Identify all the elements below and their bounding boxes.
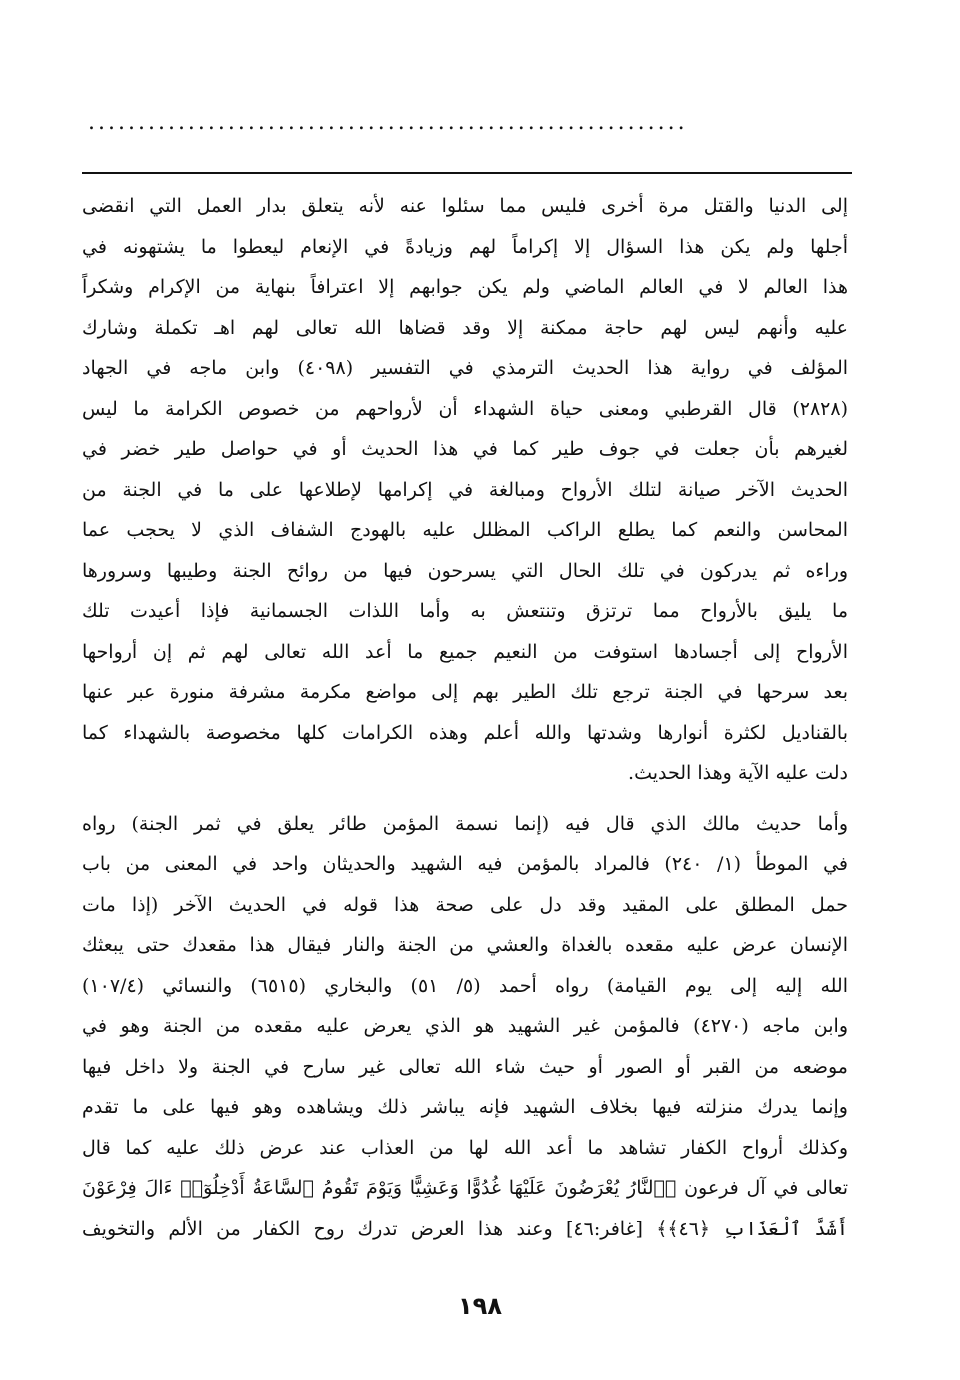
text-line: (٢٨٢٨) قال القرطبي ومعنى حياة الشهداء أن لأرواحهم من خصوص الكرامة ما ليس	[82, 397, 848, 420]
text-line: في الموطأ (١/ ٢٤٠) فالمراد بالمؤمن فيه الشهيد والحديثان واحد في المعنى من باب	[82, 853, 848, 875]
text-line: وكذلك أرواح الكفار تشاهد ما أعد الله لها من العذاب عند عرض ذلك عليه كما قال	[82, 1136, 848, 1159]
text-line: حمل المطلق على المقيد وقد دل على صحة هذا قوله في الحديث الآخر (إذا مات	[82, 893, 848, 916]
text-line: أجلها ولم يكن هذا السؤال إلا إكراماً لهم وزيادةً في الإنعام ليعطوا ما يشتهونه في	[82, 235, 848, 258]
paragraph	[82, 804, 848, 1250]
text-line: دلت عليه الآية وهذا الحديث.	[628, 762, 848, 784]
text-line: بعد سرحها في الجنة ترجع تلك الطير بهم إلى مواضع مكرمة مشرفة منورة عبر عنها	[82, 681, 848, 703]
text-line: هذا العالم لا في العالم الماضي ولم يكن جوابهم إلا اعترافاً بنهاية من الإكرام وشكراً	[82, 276, 848, 298]
text-line: الله إليه إلى يوم القيامة) رواه أحمد (٥/ ٥١) والبخاري (٦٥١٥) والنسائي (١٠٧/٤)	[82, 974, 848, 997]
text-line: عليه وأنهم ليس لهم حاجة ممكنة إلا وقد قضاها الله تعالى لهم اهـ تكملة وشارك	[82, 316, 848, 339]
dotted-separator: ............................................................	[88, 110, 688, 135]
text-line: المحاسن والنعم كما يطلع الراكب المظلل عليه بالهودج الشفاف الذي لا يحجب عما	[82, 519, 848, 541]
text-line: الأرواح إلى أجسادها استوفت من النعيم جميع ما أعد الله تعالى لهم ثم إن أرواحها	[82, 640, 848, 663]
text-line: الحديث الآخر صيانة لتلك الأرواح ومبالغة في إكرامها لإطلاعها على ما في الجنة من	[82, 478, 848, 501]
text-line: ما يليق بالأرواح مما ترتزق وتنتعش به وأما اللذات الجسمانية فإذا أعيدت تلك	[82, 600, 848, 622]
paragraph-gap	[82, 794, 848, 804]
text-line: وراءه ثم يدركون في تلك الحال التي يسرحون فيها من روائح الجنة وطيبها وسرورها	[82, 559, 848, 582]
quran-verse-line: تعالى في آل فرعون ﴿ٱلنَّارُ يُعْرَضُونَ عَلَيْهَا غُدُوًّا وَعَشِيًّا وَيَوْمَ تَقُومُ ٱلسَّاعَةُ أَدْخِلُوٓا۟ ءَالَ فِرْعَوْنَ	[82, 1177, 848, 1199]
page-number: ١٩٨	[458, 1292, 502, 1320]
text-line: المؤلف في رواية هذا الحديث الترمذي في التفسير (٤٠٩٨) وابن ماجه في الجهاد	[82, 357, 848, 379]
text-line: بالقناديل لكثرة أنوارها وشدتها والله أعلم وهذه الكرامات كلها مخصوصة بالشهداء كما	[82, 721, 848, 744]
header-rule	[82, 172, 852, 174]
text-line: لغيرهم بأن جعلت في جوف طير كما في هذا الحديث أو في حواصل طير خضر في	[82, 438, 848, 460]
text-line: موضعه من القبر أو الصور أو حيث شاء الله تعالى غير سارح في الجنة ولا داخل فيها	[82, 1055, 848, 1078]
paragraph	[82, 186, 848, 794]
page-body	[82, 186, 848, 1249]
text-line: وابن ماجه (٤٢٧٠) فالمؤمن غير الشهيد هو الذي يعرض عليه مقعده من الجنة وهو في	[82, 1015, 848, 1037]
text-line: الإنسان عرض عليه مقعده بالغداة والعشي من الجنة والنار فيقال هذا مقعدك حتى يبعثك	[82, 934, 848, 956]
text-line: إلى الدنيا والقتل مرة أخرى فليس مما سئلوا عنه لأنه يتعلق بدار العمل التي انقضى	[82, 195, 848, 217]
text-line: أَشَدَّ ٱلْعَذَابِ ﴿٤٦﴾﴾ [غافر:٤٦] وعند هذا العرض تدرك روح الكفار من الألم والتخويف	[82, 1217, 848, 1240]
text-line: وأما حديث مالك الذي قال فيه (إنما نسمة المؤمن طائر يعلق في ثمر الجنة) رواه	[82, 812, 848, 835]
text-line: وإنما يدرك منزلته فيها بخلاف الشهيد فإنه يباشر ذلك ويشاهده وهو فيها على ما تقدم	[82, 1096, 848, 1118]
